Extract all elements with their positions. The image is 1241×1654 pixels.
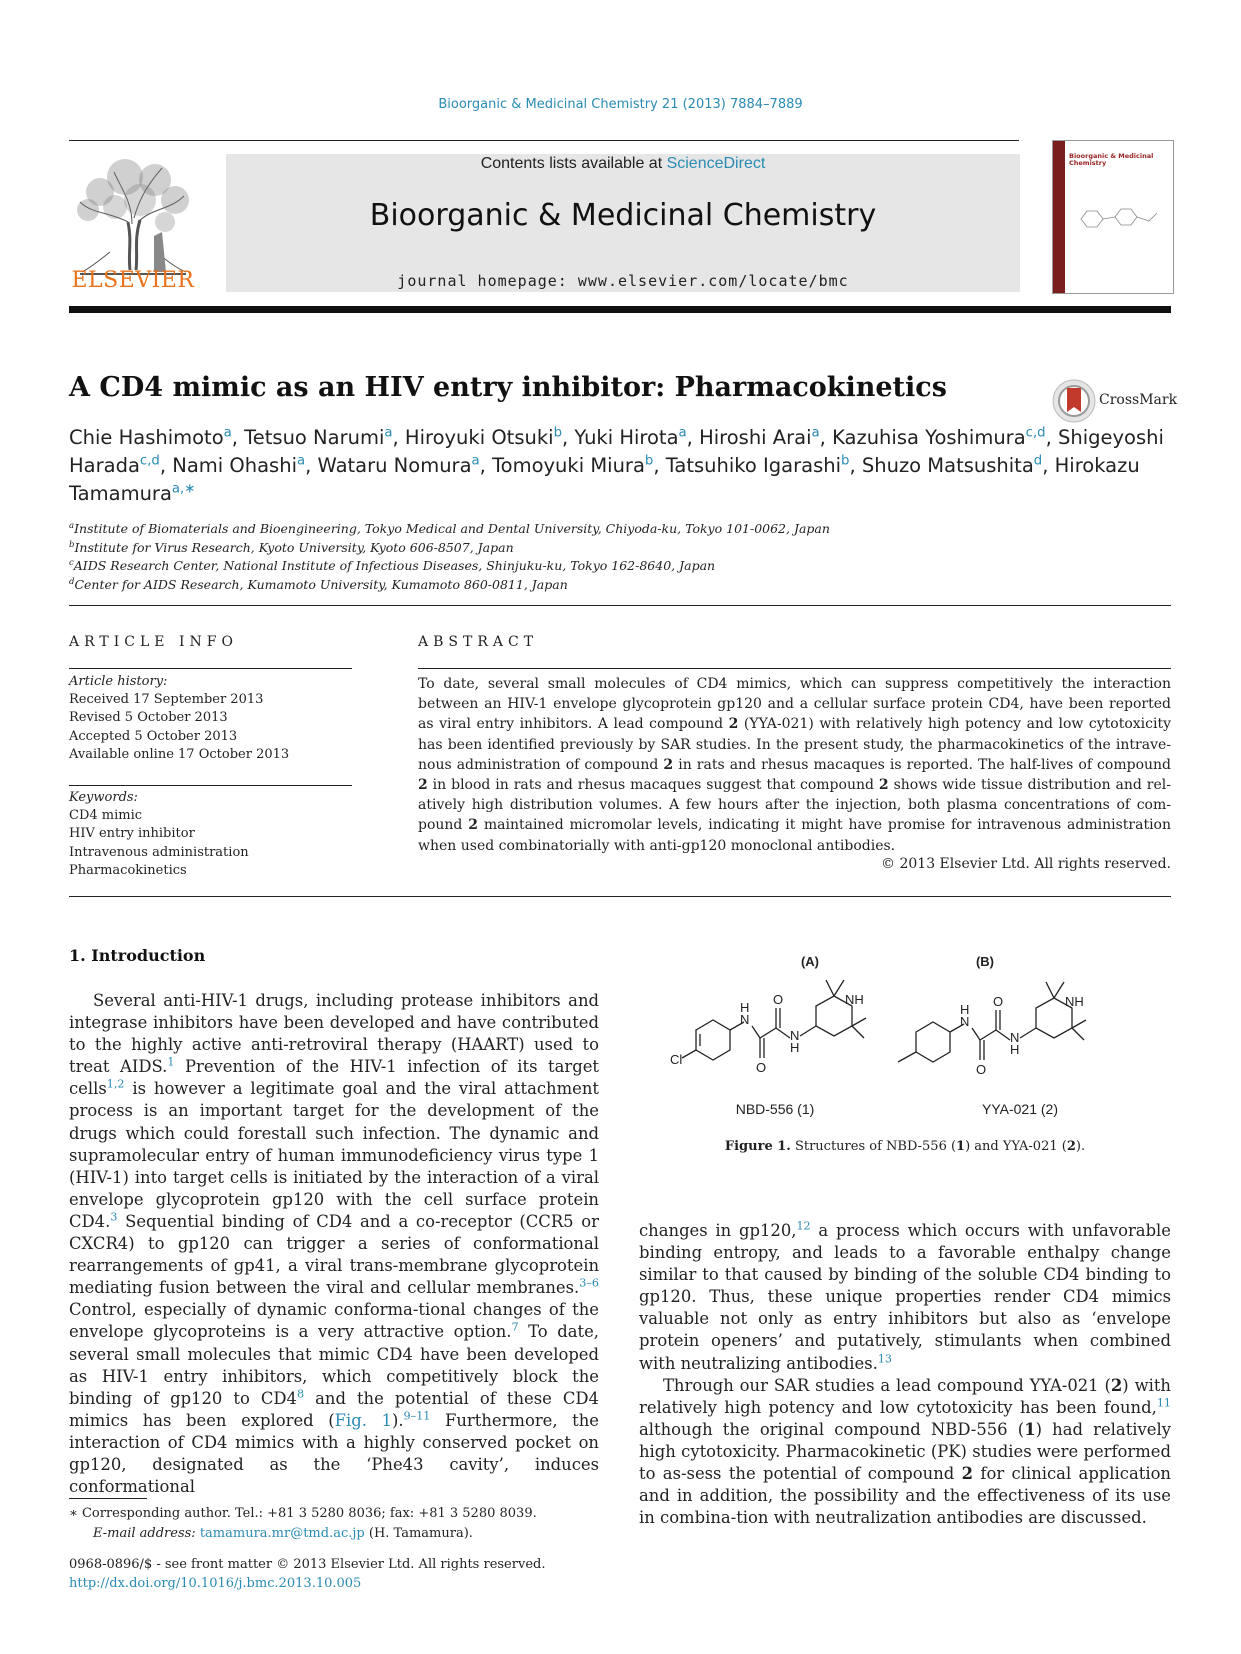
abstract-copyright: © 2013 Elsevier Ltd. All rights reserved. xyxy=(881,856,1171,872)
keyword-item: Intravenous administration xyxy=(69,844,249,860)
affiliation-key: b xyxy=(69,539,75,550)
compound-number: 2 xyxy=(1110,1375,1123,1395)
keywords-block xyxy=(69,789,352,880)
journal-citation[interactable]: Bioorganic & Medicinal Chemistry 21 (2013) 7884–7889 xyxy=(438,97,803,112)
crossmark-badge[interactable] xyxy=(1051,378,1178,424)
author-separator: , xyxy=(1042,454,1055,477)
affiliation-key: c xyxy=(69,557,74,568)
author-affiliation-marker: b xyxy=(644,453,654,469)
body-text: Several anti-HIV-1 drugs, including protease inhibitors and integrase inhibitors have been developed and have contributed to the highly active anti-retroviral therapy (HAART) used to treat AIDS. xyxy=(69,991,599,1077)
intro-paragraph-2 xyxy=(639,1220,1171,1375)
author-separator: , xyxy=(159,454,173,477)
author-separator: , xyxy=(561,426,575,449)
figure-label-b: (B) xyxy=(975,954,995,969)
article-info-rule xyxy=(69,668,352,669)
compound-number: 2 xyxy=(961,1464,974,1484)
atom-o: O xyxy=(993,994,1004,1009)
body-text: ) with relatively high potency and low cytotoxicity has been found, xyxy=(639,1375,1171,1417)
history-item: Revised 5 October 2013 xyxy=(69,710,228,726)
atom-h: H xyxy=(960,1002,970,1017)
atom-n: N xyxy=(960,1014,970,1029)
author-name: Hiroshi Arai xyxy=(699,426,812,449)
affiliation-item xyxy=(69,576,1169,595)
affiliation-list xyxy=(69,520,1169,594)
affiliation-text: AIDS Research Center, National Institute of Infectious Diseases, Shinjuku-ku, Tokyo 162-8640, Japan xyxy=(73,558,716,573)
affiliation-text: Center for AIDS Research, Kumamoto University, Kumamoto 860-0811, Japan xyxy=(74,576,568,592)
author-name: Hiroyuki Otsuki xyxy=(404,426,554,449)
author-affiliation-marker: d xyxy=(1033,453,1043,469)
history-items xyxy=(69,691,352,764)
affiliation-text: Institute for Virus Research, Kyoto University, Kyoto 606-8507, Japan xyxy=(74,539,514,555)
abstract-text: To date, several small molecules of CD4 mimics, which can suppress competitively the interaction between an HIV-1 envelope glycoprotein gp120 and a cellular surface protein CD4, have been reported as viral entry inhibitors. A lead compound 2 (YYA-021) with relatively high potency and low cytotoxicity has been identified previously by SAR studies. In the present study, the pharmacokinetics of the intrave-nous administration of compound 2 in rats and rhesus macaques is reported. The half-lives of compound 2 in blood in rats and rhesus macaques suggest that compound 2 shows wide tissue distribution and rel-atively high distribution volumes. A few hours after the injection, both plasma concentrations of com-pound 2 maintained micromolar levels, indicating it might have promise for intravenous administration when used combinatorially with anti-gp120 monoclonal antibodies. xyxy=(418,676,1171,854)
author-separator: , xyxy=(686,426,700,449)
author-separator: , xyxy=(653,454,666,477)
author-affiliation-marker: b xyxy=(553,425,562,441)
intro-paragraph-3 xyxy=(639,1375,1171,1530)
atom-nh: NH xyxy=(845,992,864,1007)
citation-ref: 11 xyxy=(1156,1396,1171,1410)
issn-line: 0968-0896/$ - see front matter © 2013 Elsevier Ltd. All rights reserved. xyxy=(69,1557,546,1572)
abstract-heading: ABSTRACT xyxy=(418,634,539,650)
body-text: Furthermore, the interaction of CD4 mimics with a highly conserved pocket on gp120, designated as the ‘Phe43 cavity’, induces conformational xyxy=(69,1410,599,1497)
atom-n: N xyxy=(740,1012,750,1027)
body-text: ). xyxy=(391,1410,404,1430)
author-name: Kazuhisa Yoshimura xyxy=(832,426,1026,449)
author-affiliation-marker: a xyxy=(297,453,306,469)
citation-ref: 7 xyxy=(511,1320,519,1334)
body-text: although the original compound NBD-556 ( xyxy=(639,1419,1025,1439)
keyword-item: Pharmacokinetics xyxy=(69,862,187,878)
header-rule-bottom xyxy=(69,306,1171,313)
author-name: Tomoyuki Miura xyxy=(492,454,645,477)
citation-ref: 12 xyxy=(796,1219,811,1233)
author-affiliation-marker: a xyxy=(678,425,687,441)
atom-n: N xyxy=(1010,1030,1020,1045)
elsevier-wordmark: ELSEVIER xyxy=(71,268,195,293)
author-affiliation-marker: c,d xyxy=(1025,425,1046,441)
doi-link[interactable]: http://dx.doi.org/10.1016/j.bmc.2013.10.005 xyxy=(69,1576,362,1591)
author-name: Shuzo Matsushita xyxy=(861,454,1034,477)
atom-o: O xyxy=(756,1060,767,1075)
citation-ref: 13 xyxy=(877,1352,893,1366)
author-name: Tetsuo Narumi xyxy=(244,426,385,449)
history-item: Accepted 5 October 2013 xyxy=(69,728,238,744)
author-separator: , xyxy=(819,426,833,449)
contents-line: Contents lists available at ScienceDirect xyxy=(480,155,766,172)
cover-molecule-art xyxy=(1071,199,1167,239)
atom-cl: Cl xyxy=(670,1052,683,1067)
compound-number: 1 xyxy=(1024,1419,1036,1439)
affiliation-rule xyxy=(69,605,1171,606)
author-separator: , xyxy=(849,454,862,477)
keyword-item: HIV entry inhibitor xyxy=(69,826,195,842)
affiliation-key: a xyxy=(69,520,75,531)
author-name: Nami Ohashi xyxy=(172,454,297,477)
author-email-link[interactable]: tamamura.mr@tmd.ac.jp xyxy=(199,1526,365,1541)
figure-1-structures xyxy=(660,948,1160,1128)
affiliation-key: d xyxy=(69,576,75,587)
intro-column-2 xyxy=(639,1220,1171,1529)
author-name: Chie Hashimoto xyxy=(69,426,224,449)
body-text: Control, especially of dynamic conforma-tional changes of the envelope glycoproteins is a very attractive option. xyxy=(69,1300,599,1342)
citation-ref: 3 xyxy=(110,1210,118,1224)
atom-h: H xyxy=(1010,1042,1020,1057)
affiliation-item xyxy=(69,557,1169,576)
journal-cover-thumbnail[interactable] xyxy=(1052,140,1174,294)
affiliation-item xyxy=(69,520,1169,539)
author-name: Hirokazu Tamamura xyxy=(69,454,1140,505)
footnote-rule xyxy=(69,1498,147,1499)
author-separator: , xyxy=(479,454,493,477)
journal-name: Bioorganic & Medicinal Chemistry xyxy=(369,198,877,233)
body-text: is however a legitimate goal and the viral attachment process is an important target for the development of the drugs which could forestall such infection. The dynamic and supramolecular entry of human immunodeficiency virus type 1 (HIV-1) into target cells is initiated by the interaction of a viral envelope glycoprotein gp120 with the cell surface protein CD4. xyxy=(69,1079,599,1231)
sciencedirect-link[interactable]: ScienceDirect xyxy=(666,155,766,172)
crossmark-label: CrossMark xyxy=(1099,392,1178,408)
article-history xyxy=(69,673,352,764)
body-text: ) had relatively high cytotoxicity. Pharmacokinetic (PK) studies were performed to as-sess the potential of compound xyxy=(639,1419,1171,1484)
author-affiliation-marker: a,∗ xyxy=(171,481,196,497)
article-title: A CD4 mimic as an HIV entry inhibitor: Pharmacokinetics xyxy=(69,372,947,403)
citation-ref: 3–6 xyxy=(579,1276,599,1290)
intro-paragraph-1 xyxy=(69,990,599,1498)
figure-1-caption: Figure 1. Structures of NBD-556 (1) and YYA-021 (2). xyxy=(724,1139,1086,1154)
abstract-bottom-rule xyxy=(69,896,1171,897)
body-text: Prevention of the HIV-1 infection of its target cells xyxy=(69,1057,599,1099)
affiliation-text: Institute of Biomaterials and Bioengineering, Tokyo Medical and Dental University, Chiyoda-ku, Tokyo 101-0062, Japan xyxy=(74,521,830,536)
author-separator: , xyxy=(392,426,405,449)
history-item: Received 17 September 2013 xyxy=(69,692,264,708)
author-separator: , xyxy=(231,426,245,449)
author-separator: , xyxy=(305,454,318,477)
citation-ref: 9–11 xyxy=(403,1409,431,1423)
atom-h: H xyxy=(790,1040,800,1055)
affiliation-item xyxy=(69,539,1169,558)
figure-ref-link[interactable]: Fig. 1 xyxy=(334,1410,392,1430)
corresponding-author-note: ∗ Corresponding author. Tel.: +81 3 5280 8036; fax: +81 3 5280 8039. E-mail address: tamamura.mr@tmd.ac.jp (H. Tamamura). xyxy=(69,1506,537,1541)
structure-yya-021 xyxy=(898,982,1086,1062)
atom-n: N xyxy=(790,1028,800,1043)
body-text: Sequential binding of CD4 and a co-receptor (CCR5 or CXCR4) to gp120 can trigger a series of conformational rearrangements of gp41, a viral trans-membrane glycoprotein mediating fusion between the viral and cellular membranes. xyxy=(69,1211,599,1298)
cover-title: Bioorganic & Medicinal Chemistry xyxy=(1069,152,1154,168)
body-text: for clinical application and in addition, the possibility and the effectiveness of its use in combina-tion with neutralization antibodies are discussed. xyxy=(639,1464,1171,1528)
article-info-heading: ARTICLE INFO xyxy=(69,634,238,650)
citation-ref: 1 xyxy=(167,1055,175,1069)
author-affiliation-marker: a xyxy=(384,425,393,441)
compound-name-a: NBD-556 (1) xyxy=(735,1101,815,1117)
keywords-rule xyxy=(69,785,352,786)
citation-ref: 8 xyxy=(296,1387,305,1401)
issn-doi-block xyxy=(69,1555,629,1593)
abstract-rule xyxy=(418,668,1171,669)
journal-homepage[interactable]: journal homepage: www.elsevier.com/locate/bmc xyxy=(397,272,849,290)
body-text: and the potential of these CD4 mimics has been explored ( xyxy=(69,1388,599,1430)
header-rule-top xyxy=(69,140,1019,141)
author-list xyxy=(69,424,1179,508)
author-name: Shigeyoshi Harada xyxy=(69,426,1164,477)
atom-h: H xyxy=(740,1000,750,1015)
author-affiliation-marker: b xyxy=(841,453,850,469)
atom-o: O xyxy=(773,992,784,1007)
atom-o: O xyxy=(976,1062,987,1077)
body-text: To date, several small molecules that mimic CD4 have been developed as HIV-1 entry inhibitors, which competitively block the binding of gp120 to CD4 xyxy=(69,1322,599,1408)
author-affiliation-marker: a xyxy=(471,453,480,469)
body-text: Through our SAR studies a lead compound YYA-021 ( xyxy=(663,1375,1111,1395)
keywords-label: Keywords: xyxy=(69,790,138,805)
compound-name-b: YYA-021 (2) xyxy=(982,1101,1058,1117)
body-text: changes in gp120, xyxy=(639,1221,797,1240)
body-text: a process which occurs with unfavorable binding entropy, and leads to a favorable enthalpy change similar to that caused by binding of the soluble CD4 binding to gp120. Thus, these unique properties render CD4 mimics valuable not only as entry inhibitors but also as ‘envelope protein openers’ and putatively, stimulants when combined with neutralizing antibodies. xyxy=(639,1221,1171,1373)
cover-band xyxy=(1053,141,1065,293)
author-name: Yuki Hirota xyxy=(574,426,679,449)
section-heading-introduction: 1. Introduction xyxy=(69,946,206,965)
history-label: Article history: xyxy=(69,674,168,689)
atom-nh: NH xyxy=(1065,994,1084,1009)
citation-ref: 1,2 xyxy=(106,1077,125,1091)
crossmark-icon xyxy=(1051,378,1097,424)
history-item: Available online 17 October 2013 xyxy=(69,746,290,762)
keyword-item: CD4 mimic xyxy=(69,808,143,824)
author-affiliation-marker: a xyxy=(223,425,232,441)
author-affiliation-marker: c,d xyxy=(139,453,160,469)
author-name: Wataru Nomura xyxy=(317,454,472,477)
author-affiliation-marker: a xyxy=(811,425,820,441)
figure-label-a: (A) xyxy=(800,954,820,969)
author-name: Tatsuhiko Igarashi xyxy=(665,454,842,477)
keyword-items xyxy=(69,807,352,880)
author-separator: , xyxy=(1045,426,1058,449)
